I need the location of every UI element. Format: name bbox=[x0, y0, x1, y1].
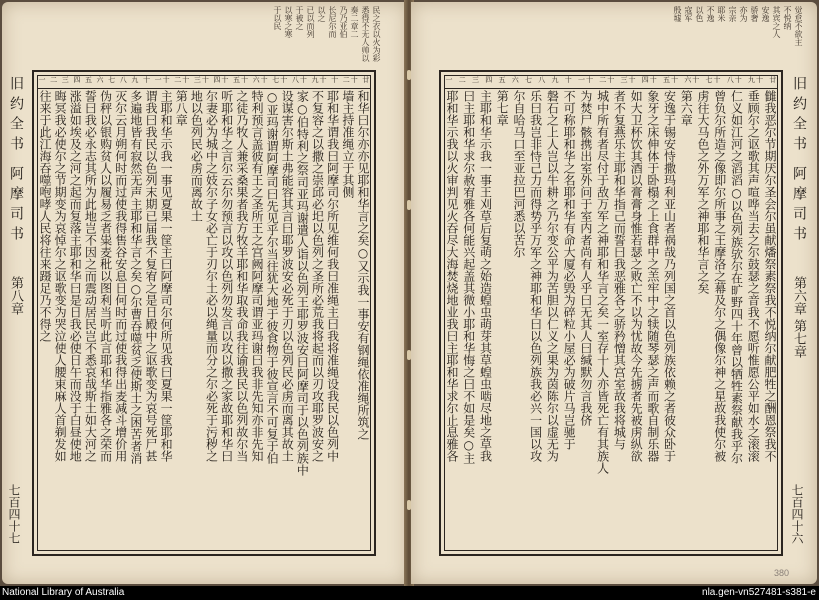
margin-note: 安逸 bbox=[761, 6, 770, 22]
chapter-label: 第六章 第七章 bbox=[791, 276, 806, 359]
text-column: 设谋害尔斯土弗能容其言曰耶罗波安必死于刃以色列民必虏而离其故土 bbox=[280, 90, 295, 462]
line-number: 四 bbox=[72, 76, 81, 83]
line-number: 三 bbox=[61, 76, 70, 83]
footer-source: National Library of Australia bbox=[2, 587, 125, 598]
line-number: 廿 bbox=[768, 76, 777, 83]
book-title: 旧约全书 bbox=[8, 76, 24, 156]
line-number: 六 bbox=[96, 76, 105, 83]
text-column: 谓我曰我民以色列末期已届我不复宥之是日殿中之讴歌变为哀号死尸甚 bbox=[143, 90, 158, 462]
text-column: 誓曰我必永志其所为此地岂不因之而震动居民岂不悉哀哉斯土如大河之 bbox=[83, 90, 98, 462]
line-number: 十五 bbox=[662, 76, 679, 83]
book-name: 阿摩司书 bbox=[8, 166, 24, 246]
text-column: 雠我恶尔节期厌尔圣会尔虽献燔祭素祭我不悦纳尔献肥牲之酬恩祭我不 bbox=[762, 90, 777, 462]
text-column: 灭尔云月朔何时而过使我得售谷安息日何时而过使我得出麦减斗增价用 bbox=[113, 90, 128, 462]
text-column: 主耶和华示我一事王刈草后复萌之始造蝗虫萌芽其草蝗虫啮尽地之草我 bbox=[478, 90, 493, 462]
line-number: 八 bbox=[537, 76, 546, 83]
archive-footer bbox=[0, 586, 819, 600]
page-number: 七百四十七 bbox=[7, 484, 21, 544]
line-number: 十七 bbox=[271, 76, 288, 83]
line-number: 一 bbox=[38, 76, 46, 83]
margin-note: 其宾之人 bbox=[772, 6, 781, 38]
margin-note: 觉怠不欲主 bbox=[794, 6, 803, 46]
text-column: 曰主耶和华求尔赦宥雅各何能兴起盖其微小耶和华悔之曰不如是矣○主 bbox=[461, 90, 476, 464]
margin-note: 不悦纳 bbox=[783, 6, 792, 30]
left-text-frame bbox=[32, 70, 376, 556]
text-column: 为焚尸骸携出室外问于室内者尚有人乎曰无其人曰缄默勿言我侪 bbox=[578, 90, 593, 426]
margin-note: 亦为 bbox=[739, 6, 748, 22]
chapter-label: 第八章 bbox=[8, 276, 23, 315]
line-number: 十六 bbox=[683, 76, 700, 83]
text-column: 者不复燕乐主耶和华指己而誓曰我恶雅各之骄矜憎其宫室故我将城与 bbox=[612, 90, 627, 450]
margin-note: 不逸 bbox=[706, 6, 715, 22]
line-number: 六 bbox=[511, 76, 520, 83]
text-column: 特利预言盖彼有王之圣所王之宫阙阿摩司谓亚玛谢曰我非先知亦非先知 bbox=[249, 90, 264, 462]
text-column: 多遍地皆有寂然无声主耶和华言之矣○尔曹吞噬贫乏使斯土之困苦者消 bbox=[128, 90, 143, 464]
text-column: 仁义如江河之滔滔○以色列族欤尔在旷野四十年曾以牺牲素祭献我乎尔 bbox=[729, 90, 744, 464]
margin-note: 以之 bbox=[317, 6, 326, 22]
right-text-columns bbox=[445, 90, 777, 550]
line-number: 十八 bbox=[726, 76, 743, 83]
text-column: 家○伯特利之祭司亚玛谢遣人诣以色列王耶罗波安曰阿摩司于以色列族中 bbox=[295, 90, 310, 476]
text-column: 伪秤以银购贫人以履易乏者粜麦秕以图利当听此言耶和华指雅各之荣而 bbox=[98, 90, 113, 462]
line-number: 十二 bbox=[173, 76, 190, 83]
text-column: 涨溢如埃及之河之起而复落主耶和华曰是日我必使日午而没于白昼使地 bbox=[68, 90, 83, 462]
line-number: 十一 bbox=[577, 76, 594, 83]
text-column: 听耶和华之言尔云尔勿预言以攻以色列勿发言以攻以撒之家故耶和华曰 bbox=[219, 90, 234, 462]
margin-note: 以色 bbox=[695, 6, 704, 22]
text-column: 不复容之以撒之崇邱必圯以色列之圣所必荒我将起而以刃攻耶罗波安之 bbox=[310, 90, 325, 462]
line-number: 十 bbox=[564, 76, 573, 83]
margin-note: 乃乃亚伯 bbox=[339, 6, 348, 38]
line-number: 十七 bbox=[705, 76, 721, 83]
text-column: 安逸于锡安恃撒玛利亚山者祸哉乃列国之首以色列族依赖之者彼众卧于 bbox=[662, 90, 677, 462]
line-number: 九 bbox=[130, 76, 139, 83]
left-running-head bbox=[6, 76, 30, 544]
margin-note: 宗亲 bbox=[728, 6, 737, 22]
text-column: 第七章 bbox=[495, 90, 510, 126]
right-line-numbers bbox=[445, 76, 777, 89]
text-column: 第六章 bbox=[679, 90, 694, 126]
line-number: 五 bbox=[84, 76, 93, 83]
text-column: 第八章 bbox=[174, 90, 189, 126]
text-column: 主耶和华示我一事见夏果一筐主曰阿摩司尔何所见我曰夏果一筐耶和华 bbox=[159, 90, 174, 462]
margin-note: 于被之 bbox=[295, 6, 304, 30]
margin-note: 悉得不无人帅以 bbox=[361, 6, 370, 62]
line-number: 十三 bbox=[193, 76, 210, 83]
right-text-frame bbox=[439, 70, 783, 556]
text-column: 乐曰我岂非恃己力而得势乎万军之神耶和华曰以色列族我必兴一国以攻 bbox=[528, 90, 543, 462]
line-number: 十一 bbox=[154, 76, 171, 83]
text-column: 之徒乃牧人兼采桑果者我方牧羊耶和华取我命我往谕我民以色列故尔当 bbox=[234, 90, 249, 462]
book-name: 阿摩司书 bbox=[791, 166, 807, 246]
margin-note: 骄奢 bbox=[750, 6, 759, 22]
line-number: 十 bbox=[142, 76, 151, 83]
line-number: 七 bbox=[524, 76, 533, 83]
left-text-columns bbox=[38, 90, 370, 550]
margin-note: 民之衣以火为彩 bbox=[372, 6, 381, 62]
text-column: 虏往大马色之外万军之神耶和华言之矣 bbox=[696, 90, 711, 294]
text-column: 如大卫杯饮其酒以膏膏身惟若瑟之败亡不以为忧故今先掳者先被虏纵欲 bbox=[629, 90, 644, 462]
line-number: 十九 bbox=[747, 76, 764, 83]
text-column: 地以色列民必虏而离故土 bbox=[189, 90, 204, 222]
right-running-head bbox=[789, 76, 813, 544]
line-number: 十五 bbox=[232, 76, 249, 83]
line-number: 五 bbox=[498, 76, 506, 83]
line-number: 二 bbox=[458, 76, 467, 83]
margin-note: 以寒之寒 bbox=[284, 6, 293, 38]
margin-note: 已以而列 bbox=[306, 6, 315, 38]
text-column: 象牙之床伸体于卧榻之上食群中之羔牢中之犊随琴瑟之声而歌自制乐器 bbox=[645, 90, 660, 462]
right-page bbox=[411, 2, 817, 584]
text-column: 尔妻必为城中之妓尔子女必亡于刃尔土必以绳量而分之尔必死于污秽之 bbox=[204, 90, 219, 462]
text-column: 垂顾尔之讴歌其声喧哗当去之尔鼓瑟之音我不愿听惟愿公平如水之滚滚 bbox=[746, 90, 761, 462]
line-number: 十四 bbox=[212, 76, 229, 83]
line-number: 四 bbox=[484, 76, 493, 83]
text-column: 磐石之上人岂以牛耕之乃尔变公平为苦胆以仁义之果为茵陈尔以虚无为 bbox=[545, 90, 560, 462]
margin-note: 寇军 bbox=[684, 6, 693, 22]
text-column: 耶和华示我以火审判见火吞尽大海焚烧地业我曰主耶和华求尔止息雅各 bbox=[445, 90, 459, 462]
text-column: 墙主持准绳立于其侧 bbox=[340, 90, 355, 198]
text-column: 尔自哈马口至亚拉巴河悉以苦尔 bbox=[511, 90, 526, 258]
line-number: 十六 bbox=[252, 76, 269, 83]
margin-note: 耶米 bbox=[717, 6, 726, 22]
text-column: 曾负尔所造之像即尔所事之王摩洛之幕及尔之偶像尔神之星故我使尔被 bbox=[712, 90, 727, 462]
left-page bbox=[2, 2, 407, 584]
line-number: 十三 bbox=[620, 76, 636, 83]
line-number: 七 bbox=[107, 76, 116, 83]
text-column: 城中所有者尽付于敌万军之神耶和华言之矣一室存十人亦皆死亡有其族人 bbox=[595, 90, 610, 474]
margin-note: 于以民 bbox=[273, 6, 282, 30]
margin-note: 长尼尔而 bbox=[328, 6, 337, 38]
line-number: 八 bbox=[119, 76, 128, 83]
left-top-notes bbox=[273, 6, 381, 66]
line-number: 一 bbox=[445, 76, 453, 83]
line-number: 十八 bbox=[291, 76, 308, 83]
text-column: 不可称耶和华之名耶和华有命大厦必毁为碎粒小屋必为破片马岂驰于 bbox=[562, 90, 577, 450]
line-number: 二 bbox=[49, 76, 58, 83]
right-top-notes bbox=[673, 6, 803, 66]
text-column: ○亚玛谢谓阿摩司曰先见乎尔当往犹大地于彼食物于彼宣言不可复于伯 bbox=[265, 90, 280, 464]
margin-note: 奏二章二 bbox=[350, 6, 359, 38]
line-number: 十九 bbox=[310, 76, 327, 83]
text-column: 耶和华谓我曰阿摩司尔所见维何我曰准绳主曰我将准绳设我民以色列中 bbox=[325, 90, 340, 462]
text-column: 和华曰尔亦亦见耶和华言之矣○又示我一事安有钢绳依准绳所筑之 bbox=[355, 90, 370, 440]
page-number: 七百四十六 bbox=[790, 484, 804, 544]
pencil-mark: 380 bbox=[774, 568, 790, 578]
line-number: 廿 bbox=[361, 76, 370, 83]
left-line-numbers bbox=[38, 76, 370, 89]
line-number: 十二 bbox=[342, 76, 359, 83]
footer-identifier: nla.gen-vn527481-s381-e bbox=[702, 587, 816, 598]
line-number: 十四 bbox=[641, 76, 658, 83]
line-number: 九 bbox=[551, 76, 559, 83]
line-number: 十 bbox=[330, 76, 339, 83]
text-column: 晦冥我必使尔之节期变为哀悼尔之讴歌变为哭泣使人腰束麻人首剃发如 bbox=[53, 90, 68, 462]
text-column: 往来于此江海吞噬咆哮人民将往来蹑足乃不得之 bbox=[38, 90, 52, 342]
book-title: 旧约全书 bbox=[791, 76, 807, 156]
line-number: 三 bbox=[471, 76, 480, 83]
margin-note: 殷墟 bbox=[673, 6, 682, 22]
line-number: 十二 bbox=[598, 76, 615, 83]
